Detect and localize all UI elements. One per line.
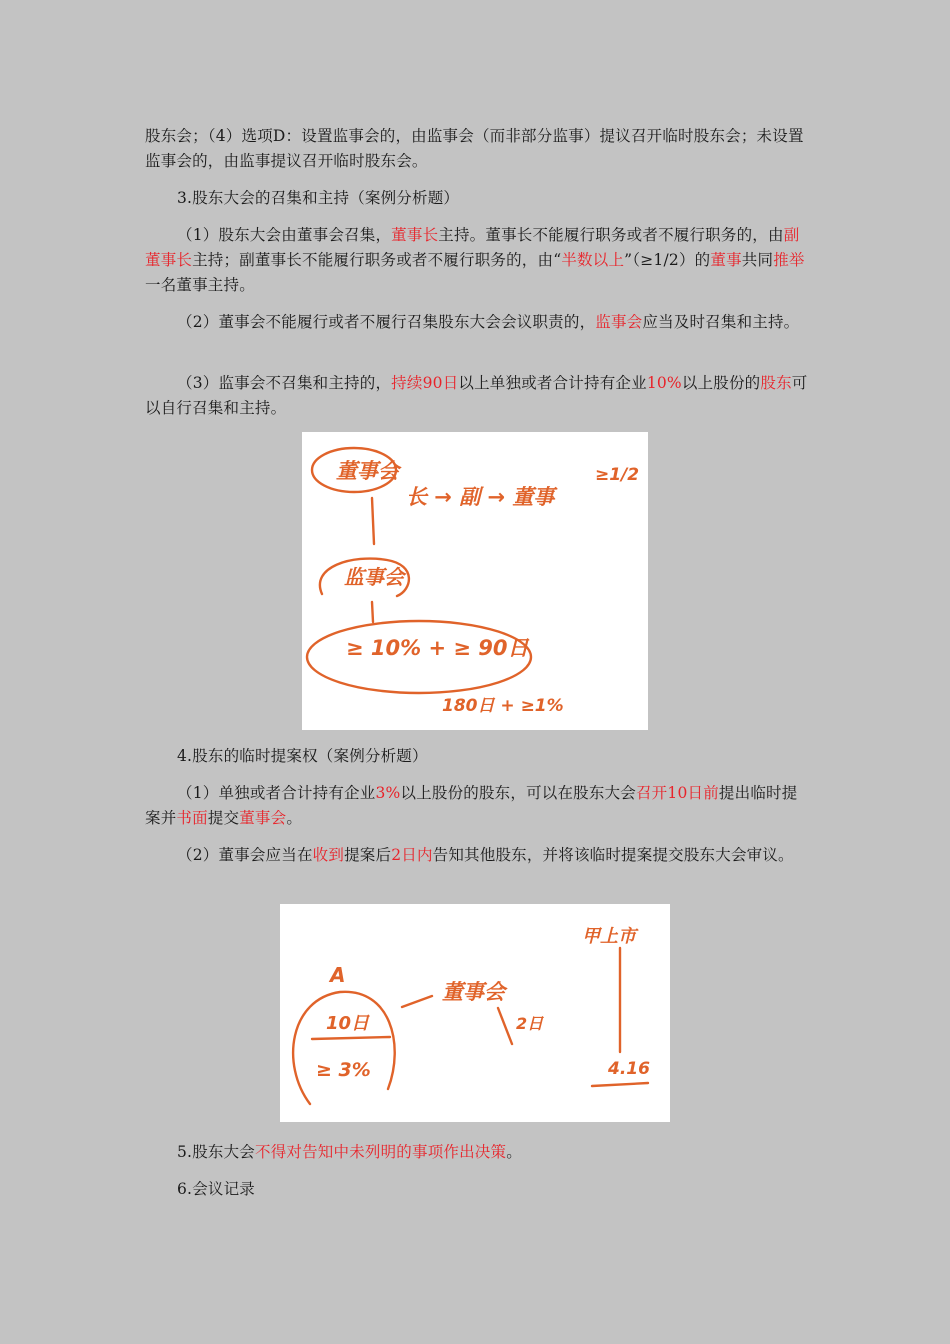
heading-meeting-minutes: 6.会议记录 <box>177 1180 255 1198</box>
handwritten-sketch-proposal <box>280 904 670 1122</box>
text: 提案后 <box>344 846 392 864</box>
highlight: 董事长 <box>391 226 439 244</box>
text: （1）股东大会由董事会召集， <box>177 226 392 244</box>
text: 应当及时召集和主持。 <box>642 313 800 331</box>
paragraph-rule-1 <box>145 223 810 298</box>
highlight: 召开10日前 <box>635 784 719 802</box>
paragraph-rule-3 <box>145 371 810 421</box>
text: 可以自行召集和主持。 <box>145 374 808 417</box>
shareholders-text: ≥ 10% + ≥ 90日 <box>346 636 529 660</box>
connector-line <box>372 498 374 544</box>
paragraph-rule-2 <box>145 310 810 335</box>
text: 提交 <box>207 809 240 827</box>
two-days-text: 2日 <box>516 1014 544 1033</box>
text: 主持。董事长不能履行职务或者不履行职务的，由 <box>438 226 784 244</box>
text: ”（≥1/2）的 <box>624 251 711 269</box>
text: 以上单独或者合计持有企业 <box>458 374 647 392</box>
highlight: 董事会 <box>239 809 287 827</box>
alternative-text: 180日 + ≥1% <box>442 696 564 716</box>
highlight: 持续90日 <box>391 374 459 392</box>
text: （3）监事会不召集和主持的， <box>177 374 392 392</box>
highlight: 书面 <box>176 809 208 827</box>
paragraph-proposal-2 <box>145 843 810 868</box>
heading-temporary-proposal: 4.股东的临时提案权（案例分析题） <box>177 747 428 765</box>
text: 以上股份的股东，可以在股东大会 <box>400 784 636 802</box>
highlight: 3% <box>375 784 401 802</box>
highlight: 股东 <box>760 374 792 392</box>
dash-line <box>402 996 432 1007</box>
highlight: 董事 <box>710 251 742 269</box>
text: 主持；副董事长不能履行职务或者不履行职务的，由“ <box>192 251 562 269</box>
board-text: 董事会 <box>442 980 505 1004</box>
text: （2）董事会应当在 <box>177 846 313 864</box>
highlight: 监事会 <box>595 313 643 331</box>
shareholder-arc <box>293 992 395 1104</box>
date-underline <box>592 1083 648 1086</box>
text: 一名董事主持。 <box>145 276 255 294</box>
text: （1）单独或者合计持有企业 <box>177 784 376 802</box>
fraction-line <box>312 1037 390 1039</box>
highlight: 收到 <box>312 846 345 864</box>
text: 。 <box>286 809 303 827</box>
days-text: 10日 <box>326 1013 370 1034</box>
text: 股东会；（4）选项D：设置监事会的，由监事会（而非部分监事）提议召开临时股东会；未设置监事会的，由监事提议召开临时股东会。 <box>145 127 804 170</box>
text: 5.股东大会 <box>177 1143 255 1161</box>
highlight: 副董事长 <box>145 226 800 269</box>
shareholder-a-text: A <box>330 963 346 987</box>
heading-convene-and-preside: 3.股东大会的召集和主持（案例分析题） <box>177 189 460 207</box>
highlight: 推举 <box>773 251 805 269</box>
paragraph-proposal-1 <box>145 781 810 831</box>
text: 提出临时提案并 <box>145 784 798 827</box>
text: 告知其他股东，并将该临时提案提交股东大会审议。 <box>432 846 794 864</box>
highlight: 10% <box>646 374 682 392</box>
text: （2）董事会不能履行或者不履行召集股东大会会议职责的， <box>177 313 596 331</box>
ratio-text: ≥1/2 <box>595 465 640 485</box>
percent-text: ≥ 3% <box>316 1059 371 1081</box>
text: 共同 <box>741 251 774 269</box>
connector-line <box>372 602 373 622</box>
handwritten-sketch-convening-order <box>302 432 648 730</box>
listed-text: 甲上市 <box>582 926 636 947</box>
supervisors-text: 监事会 <box>344 565 404 589</box>
paragraph-option-d <box>145 124 810 174</box>
highlight: 2日内 <box>391 846 433 864</box>
chain-text: 长 → 副 → 董事 <box>406 485 555 509</box>
text: 以上股份的 <box>681 374 761 392</box>
text: 。 <box>506 1143 522 1161</box>
highlight: 不得对告知中未列明的事项作出决策 <box>255 1143 507 1161</box>
slash-line <box>498 1008 512 1044</box>
paragraph-decision-limit <box>145 1140 810 1165</box>
date-text: 4.16 <box>608 1059 650 1079</box>
board-text: 董事会 <box>336 459 399 483</box>
highlight: 半数以上 <box>561 251 625 269</box>
